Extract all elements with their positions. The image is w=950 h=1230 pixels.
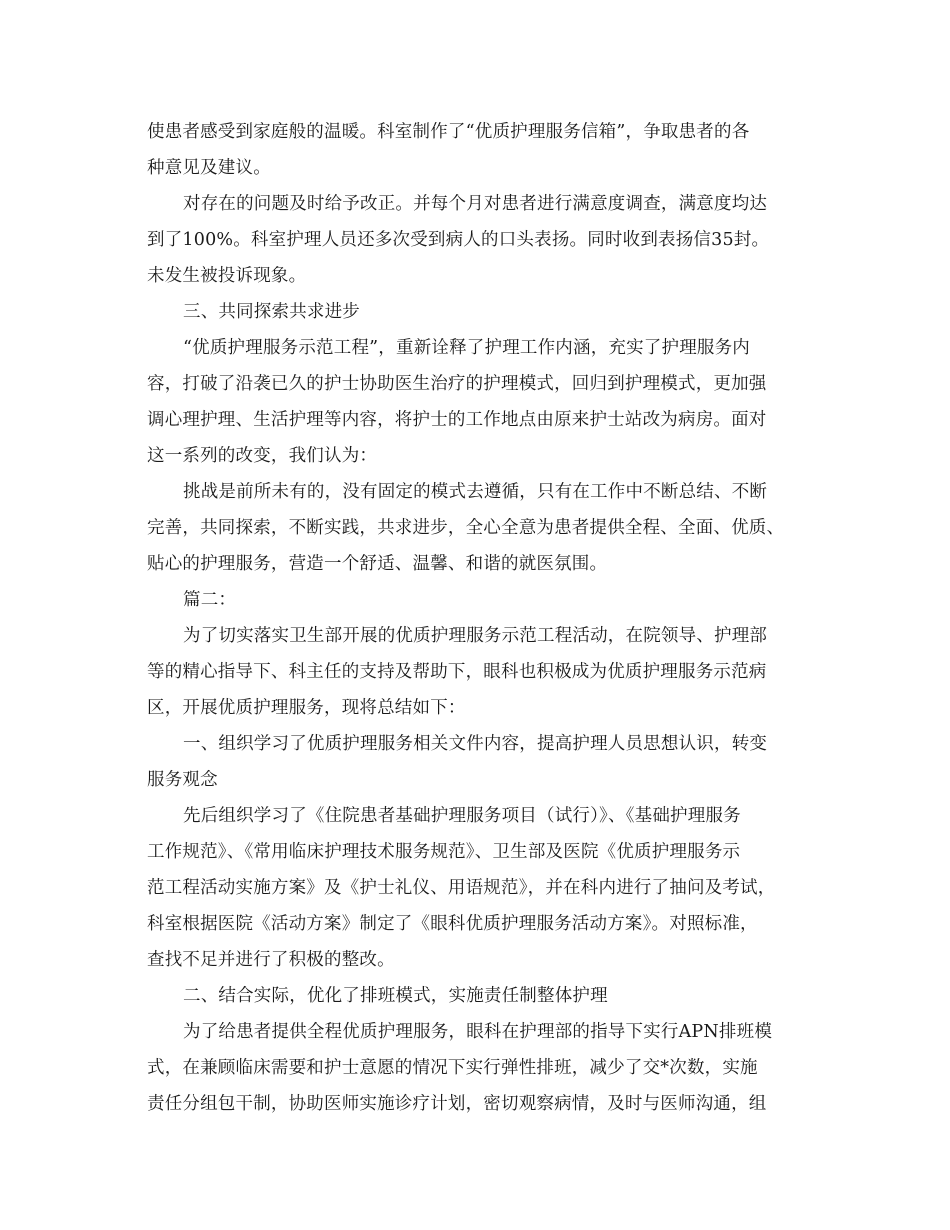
- text-line: 责任分组包干制，协助医师实施诊疗计划，密切观察病情，及时与医师沟通，组: [147, 1094, 767, 1114]
- text-line: 调心理护理、生活护理等内容，将护士的工作地点由原来护士站改为病房。面对: [147, 410, 767, 430]
- text-line: 为了给患者提供全程优质护理服务，眼科在护理部的指导下实行APN排班模: [183, 1022, 773, 1042]
- text-line: “优质护理服务示范工程”，重新诠释了护理工作内涵，充实了护理服务内: [183, 338, 750, 358]
- text-line: 未发生被投诉现象。: [147, 266, 307, 286]
- text-line: 范工程活动实施方案》及《护士礼仪、用语规范》，并在科内进行了抽问及考试，: [147, 878, 776, 898]
- text-line: 这一系列的改变，我们认为：: [147, 446, 378, 466]
- section-heading: 二、结合实际，优化了排班模式，实施责任制整体护理: [183, 986, 608, 1006]
- text-line: 工作规范》、《常用临床护理技术服务规范》、卫生部及医院《优质护理服务示: [147, 842, 741, 862]
- text-line: 使患者感受到家庭般的温暖。科室制作了“优质护理服务信箱”，争取患者的各: [147, 122, 750, 142]
- text-line: 区，开展优质护理服务，现将总结如下：: [147, 698, 466, 718]
- text-line: 为了切实落实卫生部开展的优质护理服务示范工程活动，在院领导、护理部: [183, 626, 768, 646]
- text-line: 查找不足并进行了积极的整改。: [147, 950, 395, 970]
- text-line: 到了100%。科室护理人员还多次受到病人的口头表扬。同时收到表扬信35封。: [147, 230, 770, 250]
- text-line: 对存在的问题及时给予改正。并每个月对患者进行满意度调查，满意度均达: [183, 194, 768, 214]
- text-line: 容，打破了沿袭已久的护士协助医生治疗的护理模式，回归到护理模式，更加强: [147, 374, 767, 394]
- text-line: 服务观念: [147, 770, 218, 790]
- section-heading: 篇二：: [183, 590, 237, 610]
- text-line: 挑战是前所未有的，没有固定的模式去遵循，只有在工作中不断总结、不断: [183, 482, 768, 502]
- section-heading: 三、共同探索共求进步: [183, 302, 360, 322]
- text-line: 式，在兼顾临床需要和护士意愿的情况下实行弹性排班，减少了交*次数，实施: [147, 1058, 758, 1078]
- text-line: 种意见及建议。: [147, 158, 271, 178]
- text-line: 完善，共同探索，不断实践，共求进步，全心全意为患者提供全程、全面、优质、: [147, 518, 785, 538]
- section-heading: 一、组织学习了优质护理服务相关文件内容，提高护理人员思想认识，转变: [183, 734, 768, 754]
- text-line: 科室根据医院《活动方案》制定了《眼科优质护理服务活动方案》。对照标准，: [147, 914, 758, 934]
- text-line: 先后组织学习了《住院患者基础护理服务项目（试行）》、《基础护理服务: [183, 806, 741, 826]
- text-line: 贴心的护理服务，营造一个舒适、温馨、和谐的就医氛围。: [147, 554, 608, 574]
- text-line: 等的精心指导下、科主任的支持及帮助下，眼科也积极成为优质护理服务示范病: [147, 662, 767, 682]
